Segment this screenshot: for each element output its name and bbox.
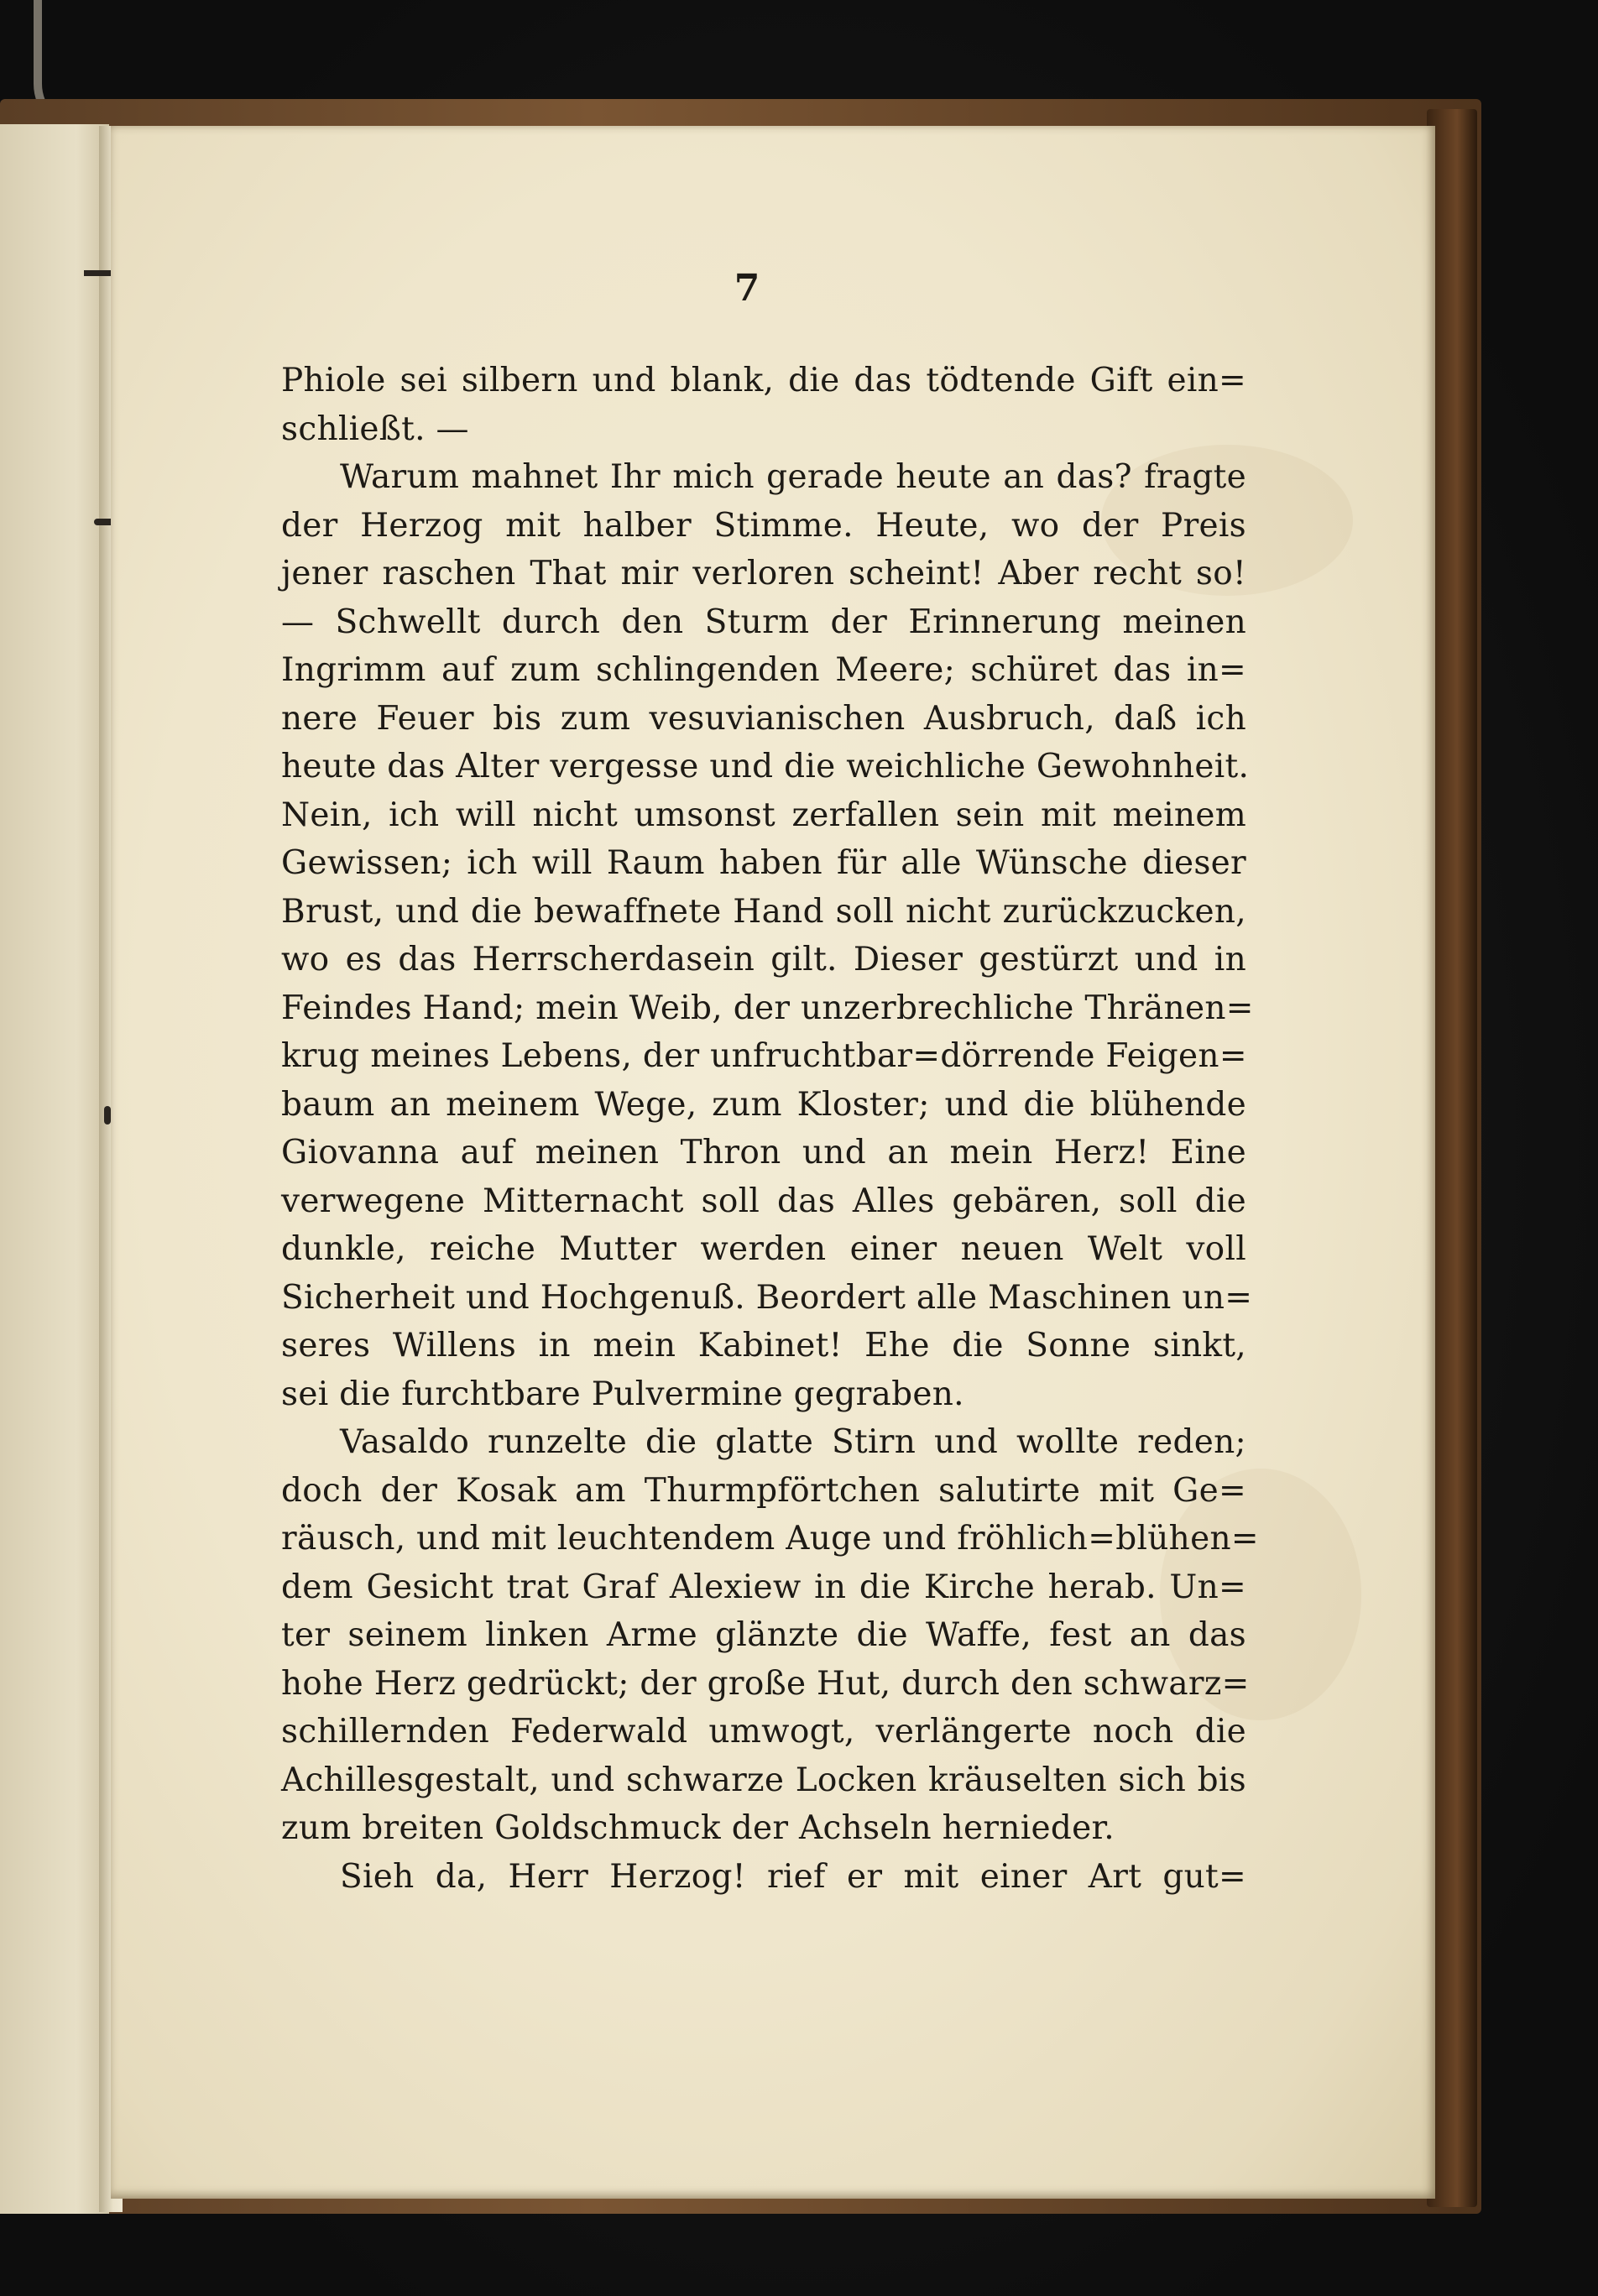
text-line: krug meines Lebens, der unfruchtbar=dörrende Feigen= [281, 1037, 1247, 1075]
body-text [281, 357, 1259, 1901]
text-line: Vasaldo runzelte die glatte Stirn und wollte reden; [340, 1423, 1246, 1461]
text-line: doch der Kosak am Thurmpförtchen salutirte mit Ge= [281, 1471, 1246, 1510]
text-line: ter seinem linken Arme glänzte die Waffe, fest an das [281, 1616, 1246, 1654]
text-line: verwegene Mitternacht soll das Alles gebären, soll die [281, 1182, 1246, 1220]
page-mark [104, 1106, 111, 1125]
page-number: 7 [734, 267, 760, 310]
text-line: seres Willens in mein Kabinet! Ehe die Sonne sinkt, [281, 1327, 1246, 1365]
text-line: Phiole sei silbern und blank, die das tödtende Gift ein= [281, 362, 1246, 399]
text-line: Ingrimm auf zum schlingenden Meere; schüret das in= [281, 651, 1246, 689]
text-line: baum an meinem Wege, zum Kloster; und die blühende [281, 1085, 1246, 1124]
text-line: dem Gesicht trat Graf Alexiew in die Kirche herab. Un= [281, 1568, 1246, 1606]
text-line: schließt. — [281, 410, 469, 448]
text-line: Giovanna auf meinen Thron und an mein Herz! Eine [281, 1134, 1246, 1171]
text-line: dunkle, reiche Mutter werden einer neuen Welt voll [281, 1230, 1246, 1268]
text-line: — Schwellt durch den Sturm der Erinnerung meinen [281, 603, 1246, 641]
text-line: schillernden Federwald umwogt, verlängerte noch die [281, 1713, 1246, 1751]
text-line: zum breiten Goldschmuck der Achseln hernieder. [281, 1809, 1115, 1847]
text-line: der Herzog mit halber Stimme. Heute, wo der Preis [281, 506, 1246, 545]
text-line: sei die furchtbare Pulvermine gegraben. [281, 1375, 964, 1413]
text-line: jener raschen That mir verloren scheint! Aber recht so! [281, 555, 1246, 592]
text-line: Nein, ich will nicht umsonst zerfallen sein mit meinem [281, 796, 1246, 834]
left-page-edge [0, 124, 109, 2214]
text-line: Warum mahnet Ihr mich gerade heute an das? fragte [340, 458, 1246, 496]
text-line: Gewissen; ich will Raum haben für alle Wünsche dieser [281, 844, 1246, 882]
text-line: nere Feuer bis zum vesuvianischen Ausbruch, daß ich [281, 699, 1246, 738]
text-line: räusch, und mit leuchtendem Auge und fröhlich=blühen= [281, 1520, 1259, 1558]
text-line: hohe Herz gedrückt; der große Hut, durch den schwarz= [281, 1664, 1250, 1703]
text-line: wo es das Herrscherdasein gilt. Dieser gestürzt und in [281, 941, 1246, 978]
text-line: Sieh da, Herr Herzog! rief er mit einer Art gut= [340, 1857, 1246, 1896]
text-line: heute das Alter vergesse und die weichliche Gewohnheit. [281, 748, 1250, 785]
text-line: Feindes Hand; mein Weib, der unzerbrechliche Thränen= [281, 989, 1254, 1027]
text-line: Sicherheit und Hochgenuß. Beordert alle Maschinen un= [281, 1278, 1253, 1317]
text-line: Achillesgestalt, und schwarze Locken kräuselten sich bis [281, 1761, 1246, 1799]
text-line: Brust, und die bewaffnete Hand soll nicht zurückzucken, [281, 892, 1246, 931]
